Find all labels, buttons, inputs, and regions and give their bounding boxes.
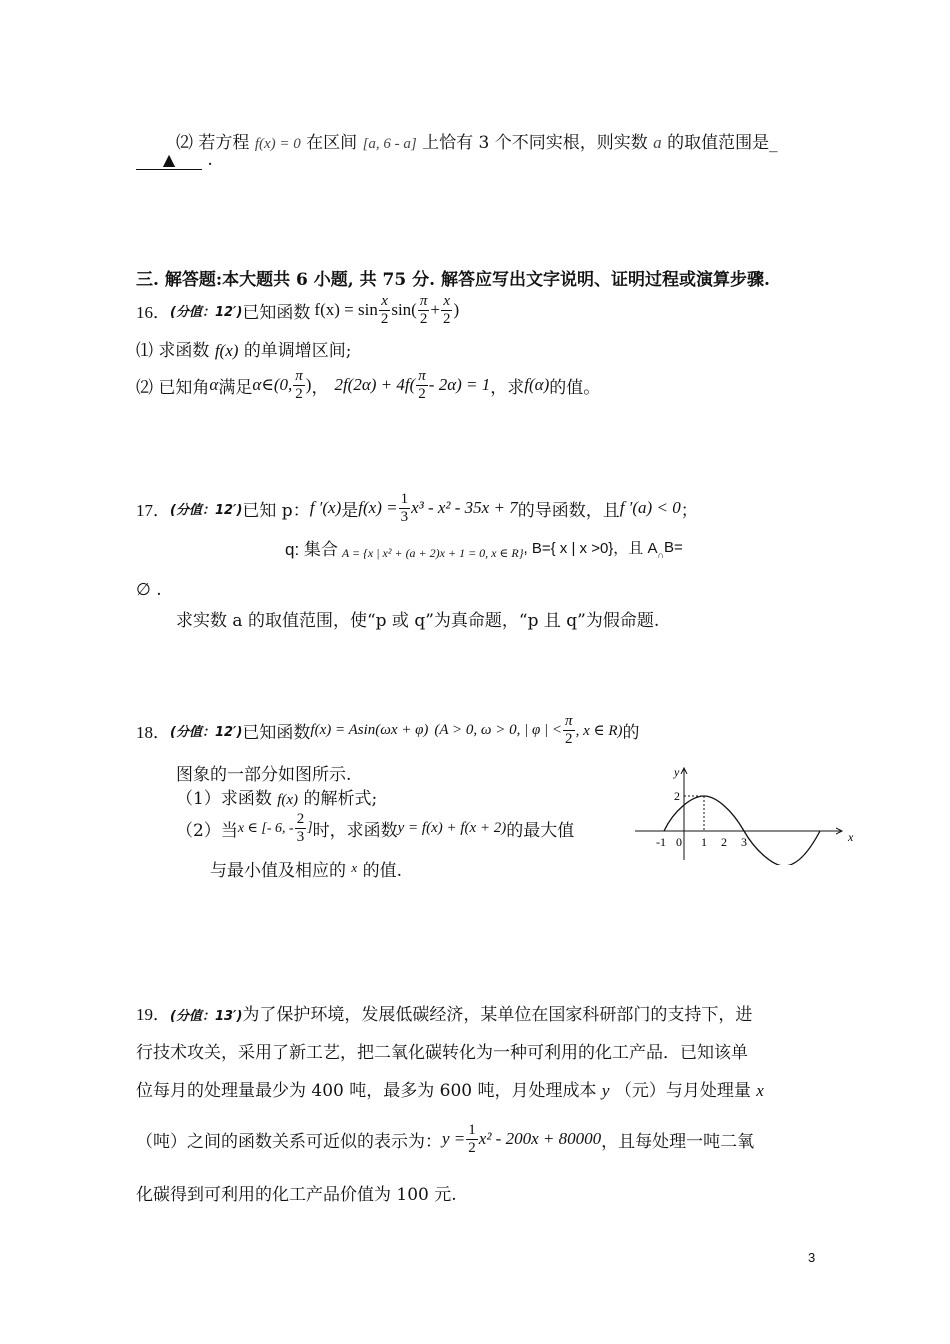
graph-tick-0: 0 <box>676 835 682 849</box>
q19-line1 <box>136 1000 752 1025</box>
q15-part2-number: ⑵ <box>176 133 193 153</box>
q17-is: 是 <box>341 500 359 521</box>
page-number: 3 <box>808 1250 816 1265</box>
q19-line4 <box>136 1116 754 1162</box>
q18-line2: 图象的一部分如图所示. <box>176 765 352 785</box>
q16-part1-rest: 的单调增区间; <box>243 341 352 361</box>
q16-part1 <box>136 336 352 361</box>
q15-equation: f(x) = 0 <box>254 136 301 152</box>
q16-part1-text: ⑴ 求函数 <box>136 341 210 361</box>
frac-numerator: π <box>419 292 428 309</box>
q16-score: (分值：12′) <box>170 304 243 320</box>
q16-part2-f: f(α) <box>524 375 550 394</box>
q19-eq: y = <box>442 1129 466 1148</box>
q16-number: 16． <box>136 302 170 322</box>
frac-numerator: 1 <box>400 490 409 507</box>
triangle-icon: ▲ <box>136 150 202 170</box>
q19-line3-text: 位每月的处理量最少为 400 吨，最多为 600 吨，月处理成本 <box>136 1081 597 1101</box>
q18-part1-fx: f(x) <box>277 792 299 808</box>
q18-part2-func: y = f(x) + f(x + 2) <box>397 819 507 836</box>
q17-f-def-a: f(x) = <box>358 498 398 517</box>
q15-interval: [a, 6 - a] <box>362 136 417 152</box>
q17-set-b-end: B= <box>663 538 683 556</box>
q18-frac-pi-2 <box>563 714 575 747</box>
q17-ask: 求实数 a 的取值范围，使“p 或 q”为真命题，“p 且 q”为假命题. <box>176 611 660 631</box>
q16-frac-pi-2 <box>418 294 430 327</box>
graph-x-label: x <box>848 830 854 844</box>
frac-numerator: x <box>381 292 388 309</box>
q17-frac-1-3 <box>399 492 411 525</box>
q18-part2-x: x <box>351 860 358 875</box>
frac-numerator: 1 <box>468 1121 476 1138</box>
q15-text-d: 的取值范围是_ <box>667 133 778 153</box>
q18-frac-2-3 <box>295 812 307 845</box>
q16-frac-pi-2d <box>416 369 428 402</box>
q17-set-b: , B={ x | x >0}，且 A <box>523 539 658 557</box>
q16-part2-b: 满足 <box>218 377 253 398</box>
q18-part2-int: x ∈ [- 6, - <box>237 820 294 836</box>
q18-part1-text: （1）求函数 <box>176 789 272 809</box>
q18-cond-end: , x ∈ R) <box>575 722 623 739</box>
q17-text-b: 的导函数，且 <box>517 500 620 521</box>
frac-denominator: 2 <box>418 385 426 402</box>
q19-line1-text: 为了保护环境，发展低碳经济，某单位在国家科研部门的支持下，进 <box>242 1005 753 1025</box>
q16-part2-d: - 2α) = 1 <box>428 375 491 394</box>
q15-part2-line1 <box>176 128 778 153</box>
frac-numerator: π <box>565 712 573 729</box>
q18-part2-b: 时，求函数 <box>312 820 398 841</box>
q18-part2-int-end: ] <box>307 820 313 835</box>
frac-numerator: 2 <box>296 810 305 827</box>
q16-part2-c: 2f(2α) + 4f( <box>334 375 416 394</box>
q16-func-lhs: f(x) = sin <box>314 300 378 319</box>
q15-text-c: 上恰有 3 个不同实根，则实数 <box>422 133 648 153</box>
q18-intro: 已知函数 <box>242 722 311 743</box>
graph-tick-1: 1 <box>701 835 707 849</box>
q16-sin2: sin( <box>391 300 417 319</box>
q19-line3 <box>136 1076 764 1101</box>
frac-numerator: π <box>418 367 426 384</box>
q18-part2-line2b: 的值. <box>362 861 402 881</box>
frac-denominator: 2 <box>442 310 451 327</box>
q16-part2-text: ⑵ 已知角 <box>136 377 210 398</box>
q17-q-label: q: 集合 <box>285 539 338 559</box>
q19-expr: x² - 200x + 80000 <box>478 1129 602 1148</box>
q16-frac-pi-2c <box>293 369 305 402</box>
q19-line5: 化碳得到可利用的化工产品价值为 100 元. <box>136 1185 457 1205</box>
q19-score: (分值：13′) <box>170 1009 243 1024</box>
q18-part2-text: （2）当 <box>176 820 238 841</box>
q19-number: 19． <box>136 1005 170 1024</box>
q19-var-x: x <box>756 1081 764 1100</box>
q19-line2: 行技术攻关，采用了新工艺，把二氧化碳转化为一种可利用的化工产品．已知该单 <box>136 1043 748 1063</box>
q17-q-line <box>285 532 683 562</box>
q17-fprime: f ′(x) <box>309 498 342 517</box>
graph-tick-3: 3 <box>741 835 747 849</box>
q18-func: f(x) = Asin(ωx + φ) <box>310 721 429 738</box>
frac-denominator: 2 <box>380 310 389 327</box>
q16-part2: ⑵ 已知角 α 满足 α∈(0, $\frac{\pi}{2}$ ) ， 2f(2α) + 4f( $\frac{\pi}{2}$ - 2α) = 1 ，求 f(α) 的值。 <box>136 367 601 402</box>
q16-intro: 已知函数 <box>242 302 311 323</box>
q18-part2-line2a: 与最小值及相应的 <box>210 861 346 881</box>
q15-answer-blank <box>136 150 213 170</box>
q16-part2-e: ，求 <box>490 377 525 398</box>
graph-tick-y2: 2 <box>674 789 680 803</box>
q16-stem: 16． (分值：12′) 已知函数 f(x) = sin $\frac{x}{2}$ sin( $\frac{\pi}{2}$ + $\frac{x}{2}$ ) <box>136 292 460 327</box>
q15-text-b: 在区间 <box>306 133 358 153</box>
frac-denominator: 2 <box>419 310 428 327</box>
q19-line4a: （吨）之间的函数关系可近似的表示为： <box>136 1131 442 1152</box>
q18-cond: (A > 0, ω > 0, | φ | < <box>434 721 563 738</box>
q17-intro: 已知 p： <box>242 500 310 521</box>
q15-end: . <box>207 150 213 170</box>
q17-empty-set: ∅ . <box>136 580 162 600</box>
q18-de: 的 <box>622 722 640 743</box>
q17-cap: ∩ <box>657 550 664 560</box>
q17-semicolon: ； <box>680 500 698 521</box>
q16-alpha-in: α∈(0, <box>252 375 293 394</box>
q18-part2 <box>176 806 574 850</box>
q16-frac-x-2 <box>379 294 391 327</box>
graph-tick-2: 2 <box>721 835 727 849</box>
q16-frac-x-2b <box>441 294 453 327</box>
q16-alpha: α <box>209 375 219 394</box>
q17-cond: f ′(a) < 0 <box>619 498 681 517</box>
q18-part2-c: 的最大值 <box>506 820 575 841</box>
q19-frac-1-2 <box>466 1123 478 1156</box>
q18-score: (分值：12′) <box>170 724 243 740</box>
q19-var-y: y <box>601 1081 610 1100</box>
frac-denominator: 3 <box>400 508 409 525</box>
q17-number: 17． <box>136 500 170 520</box>
frac-denominator: 2 <box>295 385 303 402</box>
q17-stem <box>136 486 698 530</box>
frac-numerator: π <box>295 367 303 384</box>
q19-line4b: ，且每处理一吨二氧 <box>601 1131 755 1152</box>
graph-tick-minus1: -1 <box>656 835 666 849</box>
q17-f-def-b: x³ - x² - 35x + 7 <box>411 498 518 517</box>
q18-part2-line2 <box>210 856 402 881</box>
frac-denominator: 3 <box>296 828 305 845</box>
q17-set-a: A = {x | x² + (a + 2)x + 1 = 0, x ∈ R} <box>341 545 524 560</box>
frac-numerator: x <box>443 292 451 309</box>
q18-part1-rest: 的解析式; <box>303 789 378 809</box>
q18-stem <box>136 708 639 752</box>
q15-text-a: 若方程 <box>198 133 250 153</box>
frac-denominator: 2 <box>565 730 573 747</box>
frac-denominator: 2 <box>468 1139 476 1156</box>
q18-number: 18． <box>136 722 170 742</box>
q18-sine-graph <box>630 760 860 865</box>
q16-part2-g: 的值。 <box>549 377 601 398</box>
q16-part1-fx: f(x) <box>214 341 239 360</box>
q15-var-a: a <box>653 133 662 152</box>
q19-line3-b: （元）与月处理量 <box>614 1081 751 1101</box>
q17-score: (分值：12′) <box>170 502 243 518</box>
section-heading: 三. 解答题:本大题共 6 小题, 共 75 分. 解答应写出文字说明、证明过程或演算步骤. <box>136 270 770 290</box>
graph-y-label: y <box>674 765 680 779</box>
